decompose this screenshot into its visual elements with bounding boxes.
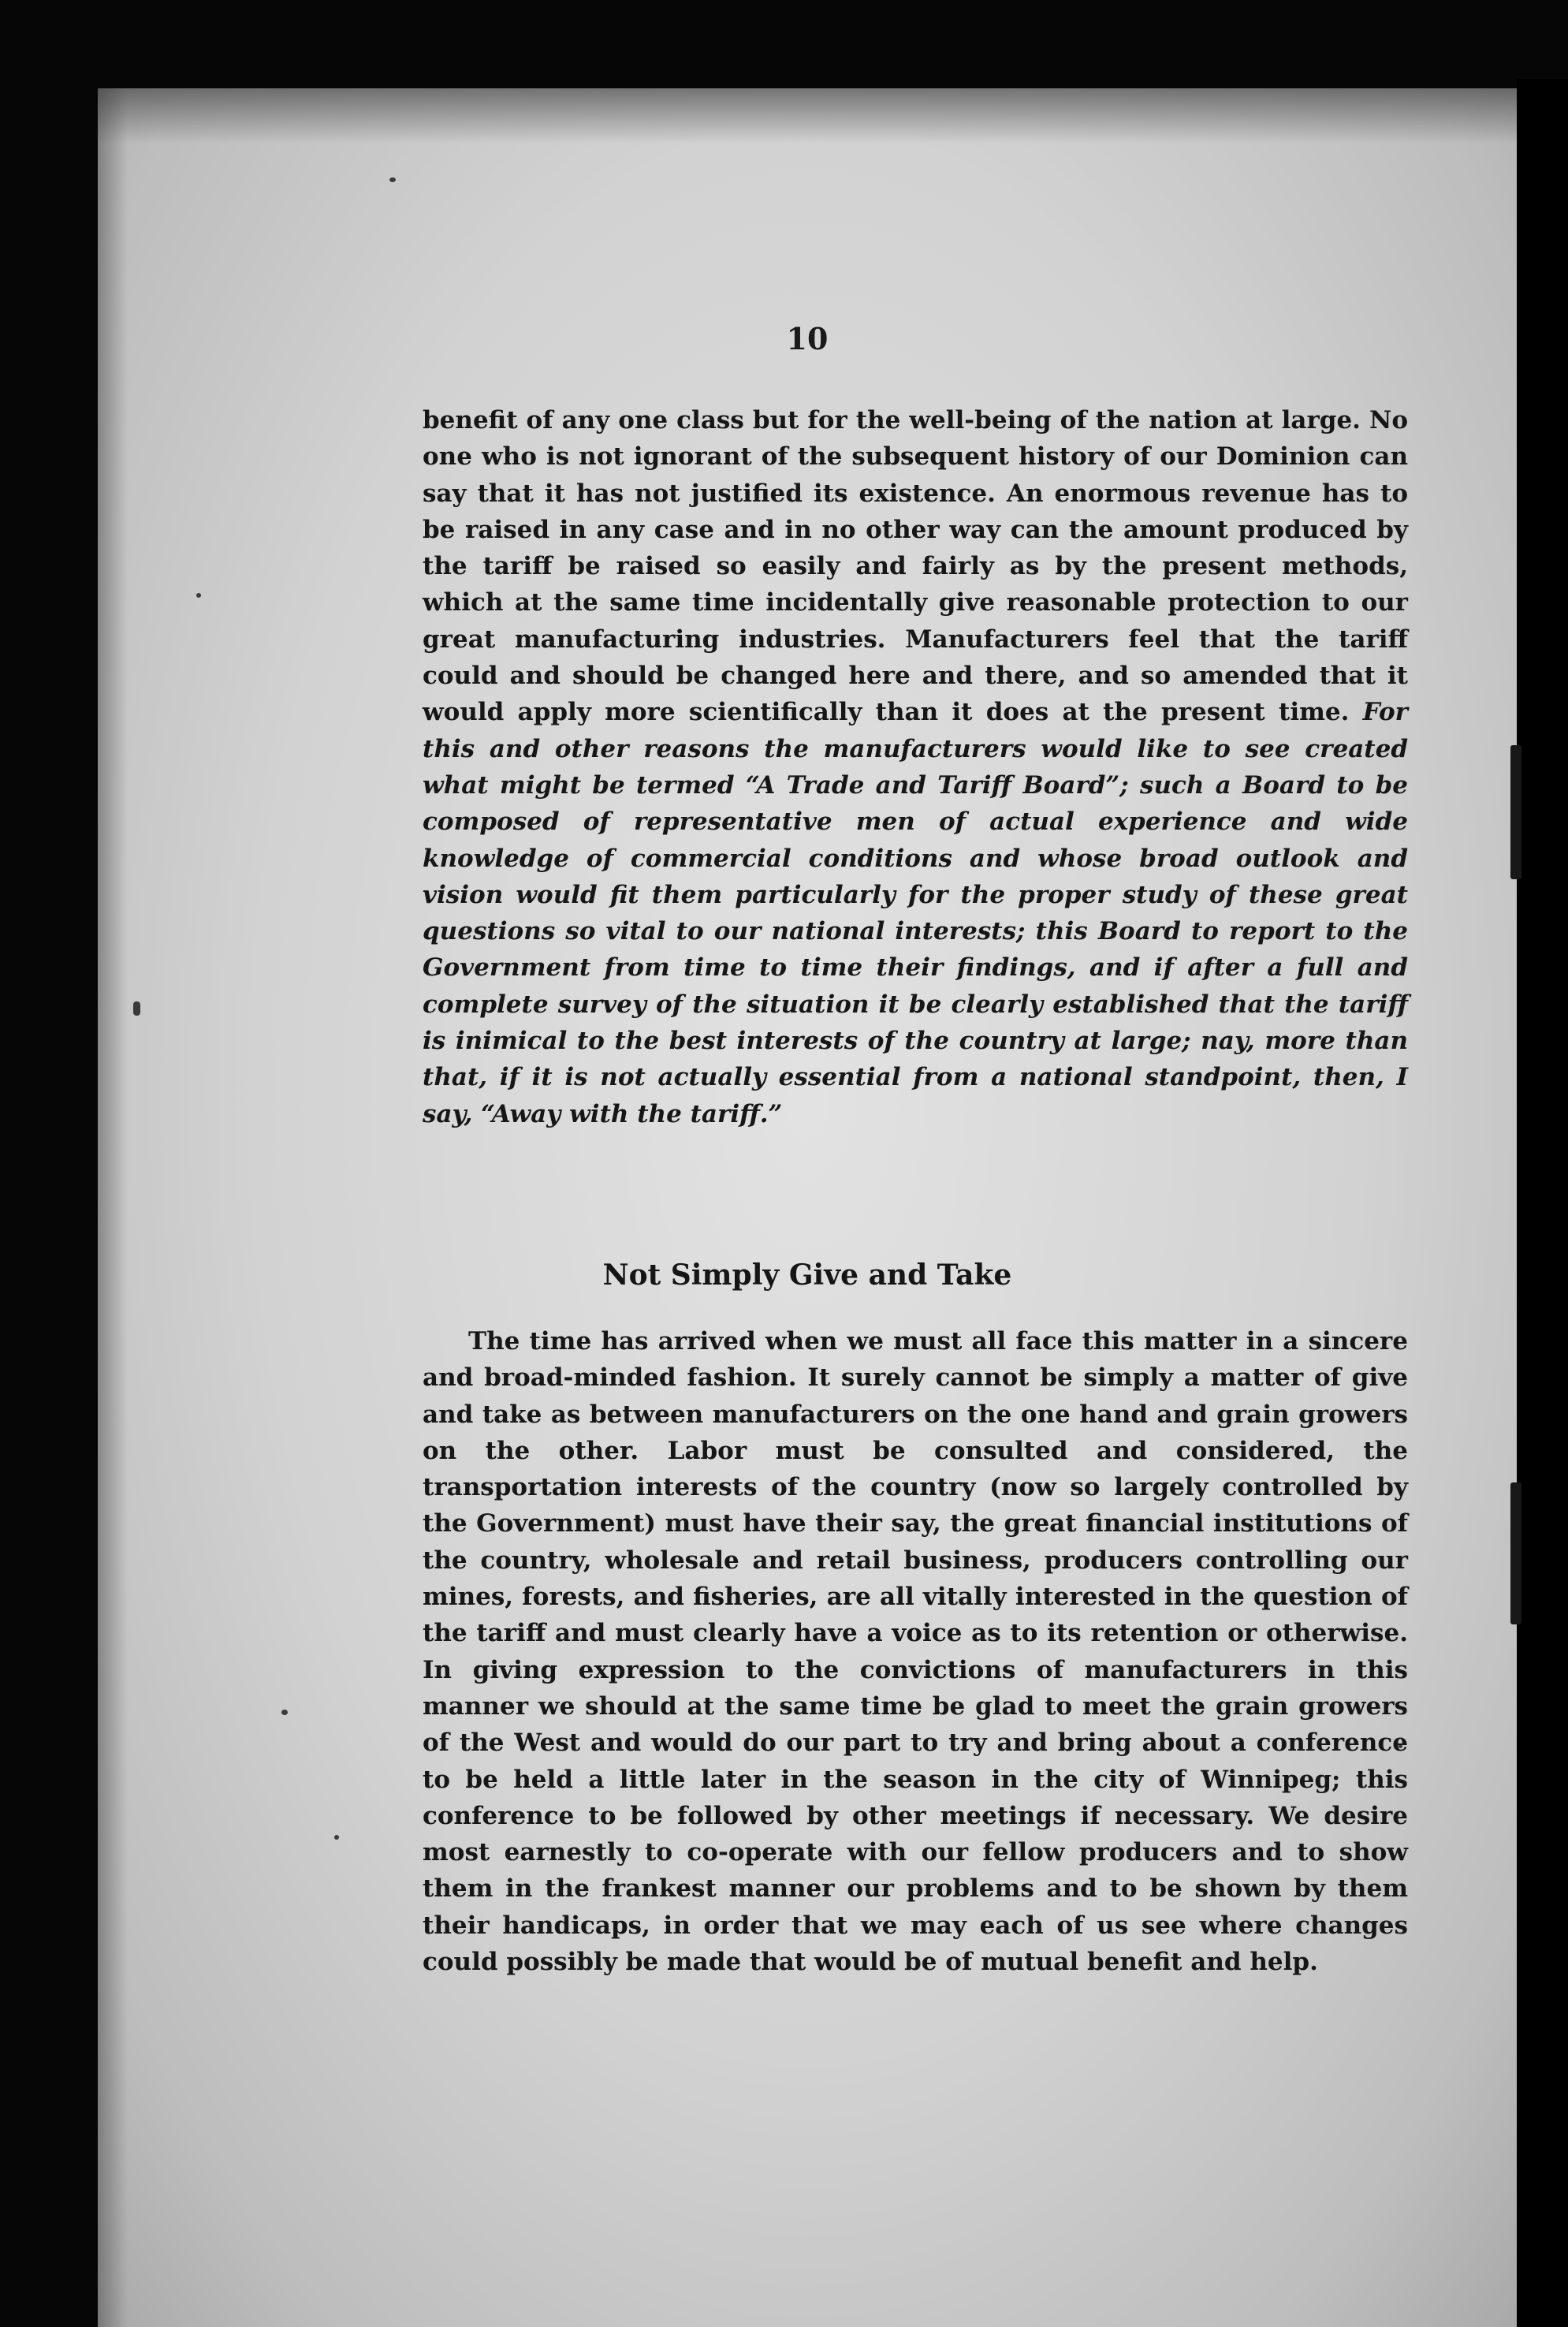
paragraph: [423, 1323, 1408, 1980]
dust-speck: [196, 593, 201, 598]
body-text-continued: [423, 402, 1408, 1132]
dust-speck: [334, 1835, 339, 1840]
paragraph-text: The time has arrived when we must all face this matter in a sincere and broad-minded fashion. It surely cannot be simply a matter of give and take as between manufacturers on the one hand and grain growers on the other. Labor must be consulted and considered, the transportation interests of the country (now so largely controlled by the Government) must have their say, the great financial institutions of the country, wholesale and retail business, producers controlling our mines, forests, and fisheries, are all vitally interested in the question of the tariff and must clearly have a voice as to its retention or otherwise. In giving expression to the convictions of manufacturers in this manner we should at the same time be glad to meet the grain growers of the West and would do our part to try and bring about a conference to be held a little later in the season in the city of Winnipeg; this conference to be followed by other meetings if necessary. We desire most earnestly to co-operate with our fellow producers and to show them in the frankest manner our problems and to be shown by them their handicaps, in order that we may each of us see where changes could possibly be made that would be of mutual benefit and help.: [423, 1327, 1408, 1977]
dust-speck: [281, 1710, 288, 1715]
section-heading: Not Simply Give and Take: [602, 1259, 1012, 1292]
page-top-shadow: [98, 88, 1517, 144]
paragraph-plain-text: benefit of any one class but for the well-being of the nation at large. No one who is not ignorant of the subsequent history of our Dominion can say that it has not justified its existence. An enormous revenue has to be raised in any case and in no other way can the amount produced by the tariff be raised so easily and fairly as by the present methods, which at the same time incidentally give reasonable protection to our great manufacturing industries. Manufacturers feel that the tariff could and should be changed here and there, and so amended that it would apply more scientifically than it does at the present time.: [423, 406, 1408, 727]
scanned-page: [98, 88, 1517, 2327]
page-edge-shadow: [98, 88, 128, 2327]
page-number: 10: [786, 321, 829, 356]
paragraph-italic-text: For this and other reasons the manufacturers would like to see created what might be termed “A Trade and Tariff Board”; such a Board to be composed of representative men of actual experience and wide knowledge of commercial conditions and whose broad outlook and vision would fit them particularly for the proper study of these great questions so vital to our national interests; this Board to report to the Government from time to time their findings, and if after a full and complete survey of the situation it be clearly established that the tariff is inimical to the best interests of the country at large; nay, more than that, if it is not actually essential from a national standpoint, then, I say, “Away with the tariff.”: [423, 698, 1408, 1128]
film-edge-strip: [1517, 79, 1568, 2327]
paragraph-continued: [423, 402, 1408, 1132]
body-text-section: [423, 1323, 1408, 1980]
dust-speck: [133, 1001, 140, 1016]
binding-mark: [1510, 1482, 1521, 1624]
dust-speck: [389, 177, 396, 182]
binding-mark: [1510, 745, 1521, 879]
